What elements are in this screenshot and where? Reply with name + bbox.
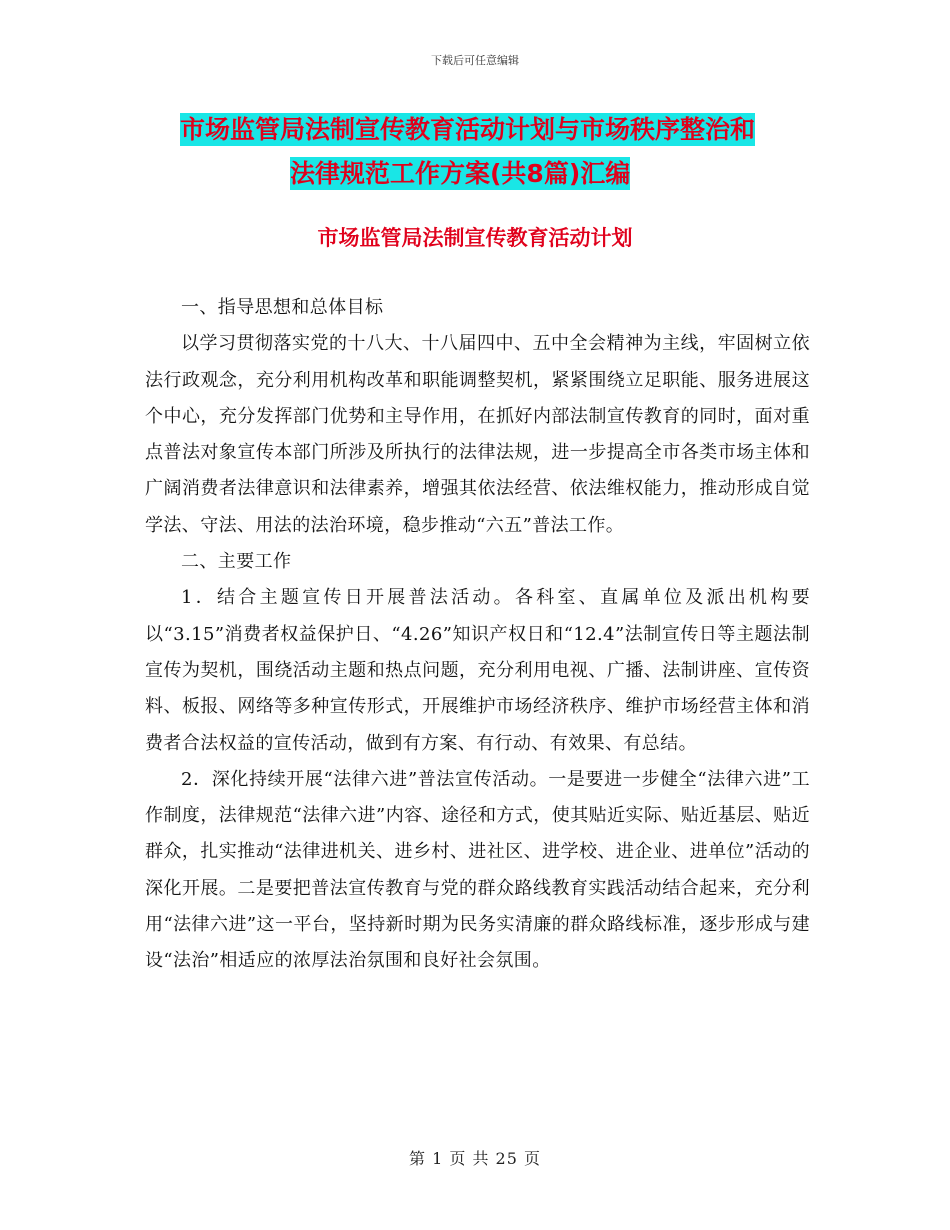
title-line-2-text: 法律规范工作方案(共8篇)汇编 [290, 159, 631, 188]
paragraph: 1．结合主题宣传日开展普法活动。各科室、直属单位及派出机构要以“3.15”消费者权益保护日、“4.26”知识产权日和“12.4”法制宣传日等主题法制宣传为契机，围绕活动主题和热点问题，充分利用电视、广播、法制讲座、宣传资料、板报、网络等多种宣传形式，开展维护市场经济秩序、维护市场经营主体和消费者合法权益的宣传活动，做到有方案、有行动、有效果、有总结。 [145, 587, 810, 754]
heading-guiding-ideology: 一、指导思想和总体目标 [181, 297, 384, 318]
title-line-2 [180, 152, 820, 196]
heading-main-work: 二、主要工作 [181, 551, 292, 573]
page-footer: 第 1 页 共 25 页 [409, 1149, 541, 1168]
document-title [180, 108, 820, 196]
title-line-1-text: 市场监管局法制宣传教育活动计划与市场秩序整治和 [180, 115, 756, 144]
paragraph: 以学习贯彻落实党的十八大、十八届四中、五中全会精神为主线，牢固树立依法行政观念，充分利用机构改革和职能调整契机，紧紧围绕立足职能、服务进展这个中心，充分发挥部门优势和主导作用，在抓好内部法制宣传教育的同时，面对重点普法对象宣传本部门所涉及所执行的法律法规，进一步提高全市各类市场主体和广阔消费者法律意识和法律素养，增强其依法经营、依法维权能力，推动形成自觉学法、守法、用法的法治环境，稳步推动“六五”普法工作。 [145, 333, 810, 536]
body-text [145, 290, 810, 980]
header-note: 下载后可任意编辑 [431, 54, 519, 67]
section-title: 市场监管局法制宣传教育活动计划 [317, 226, 633, 250]
paragraph: 2．深化持续开展“法律六进”普法宣传活动。一是要进一步健全“法律六进”工作制度，法律规范“法律六进”内容、途径和方式，使其贴近实际、贴近基层、贴近群众，扎实推动“法律进机关、进乡村、进社区、进学校、进企业、进单位”活动的深化开展。二是要把普法宣传教育与党的群众路线教育实践活动结合起来，充分利用“法律六进”这一平台，坚持新时期为民务实清廉的群众路线标准，逐步形成与建设“法治”相适应的浓厚法治氛围和良好社会氛围。 [145, 768, 810, 972]
title-line-1 [180, 108, 820, 152]
